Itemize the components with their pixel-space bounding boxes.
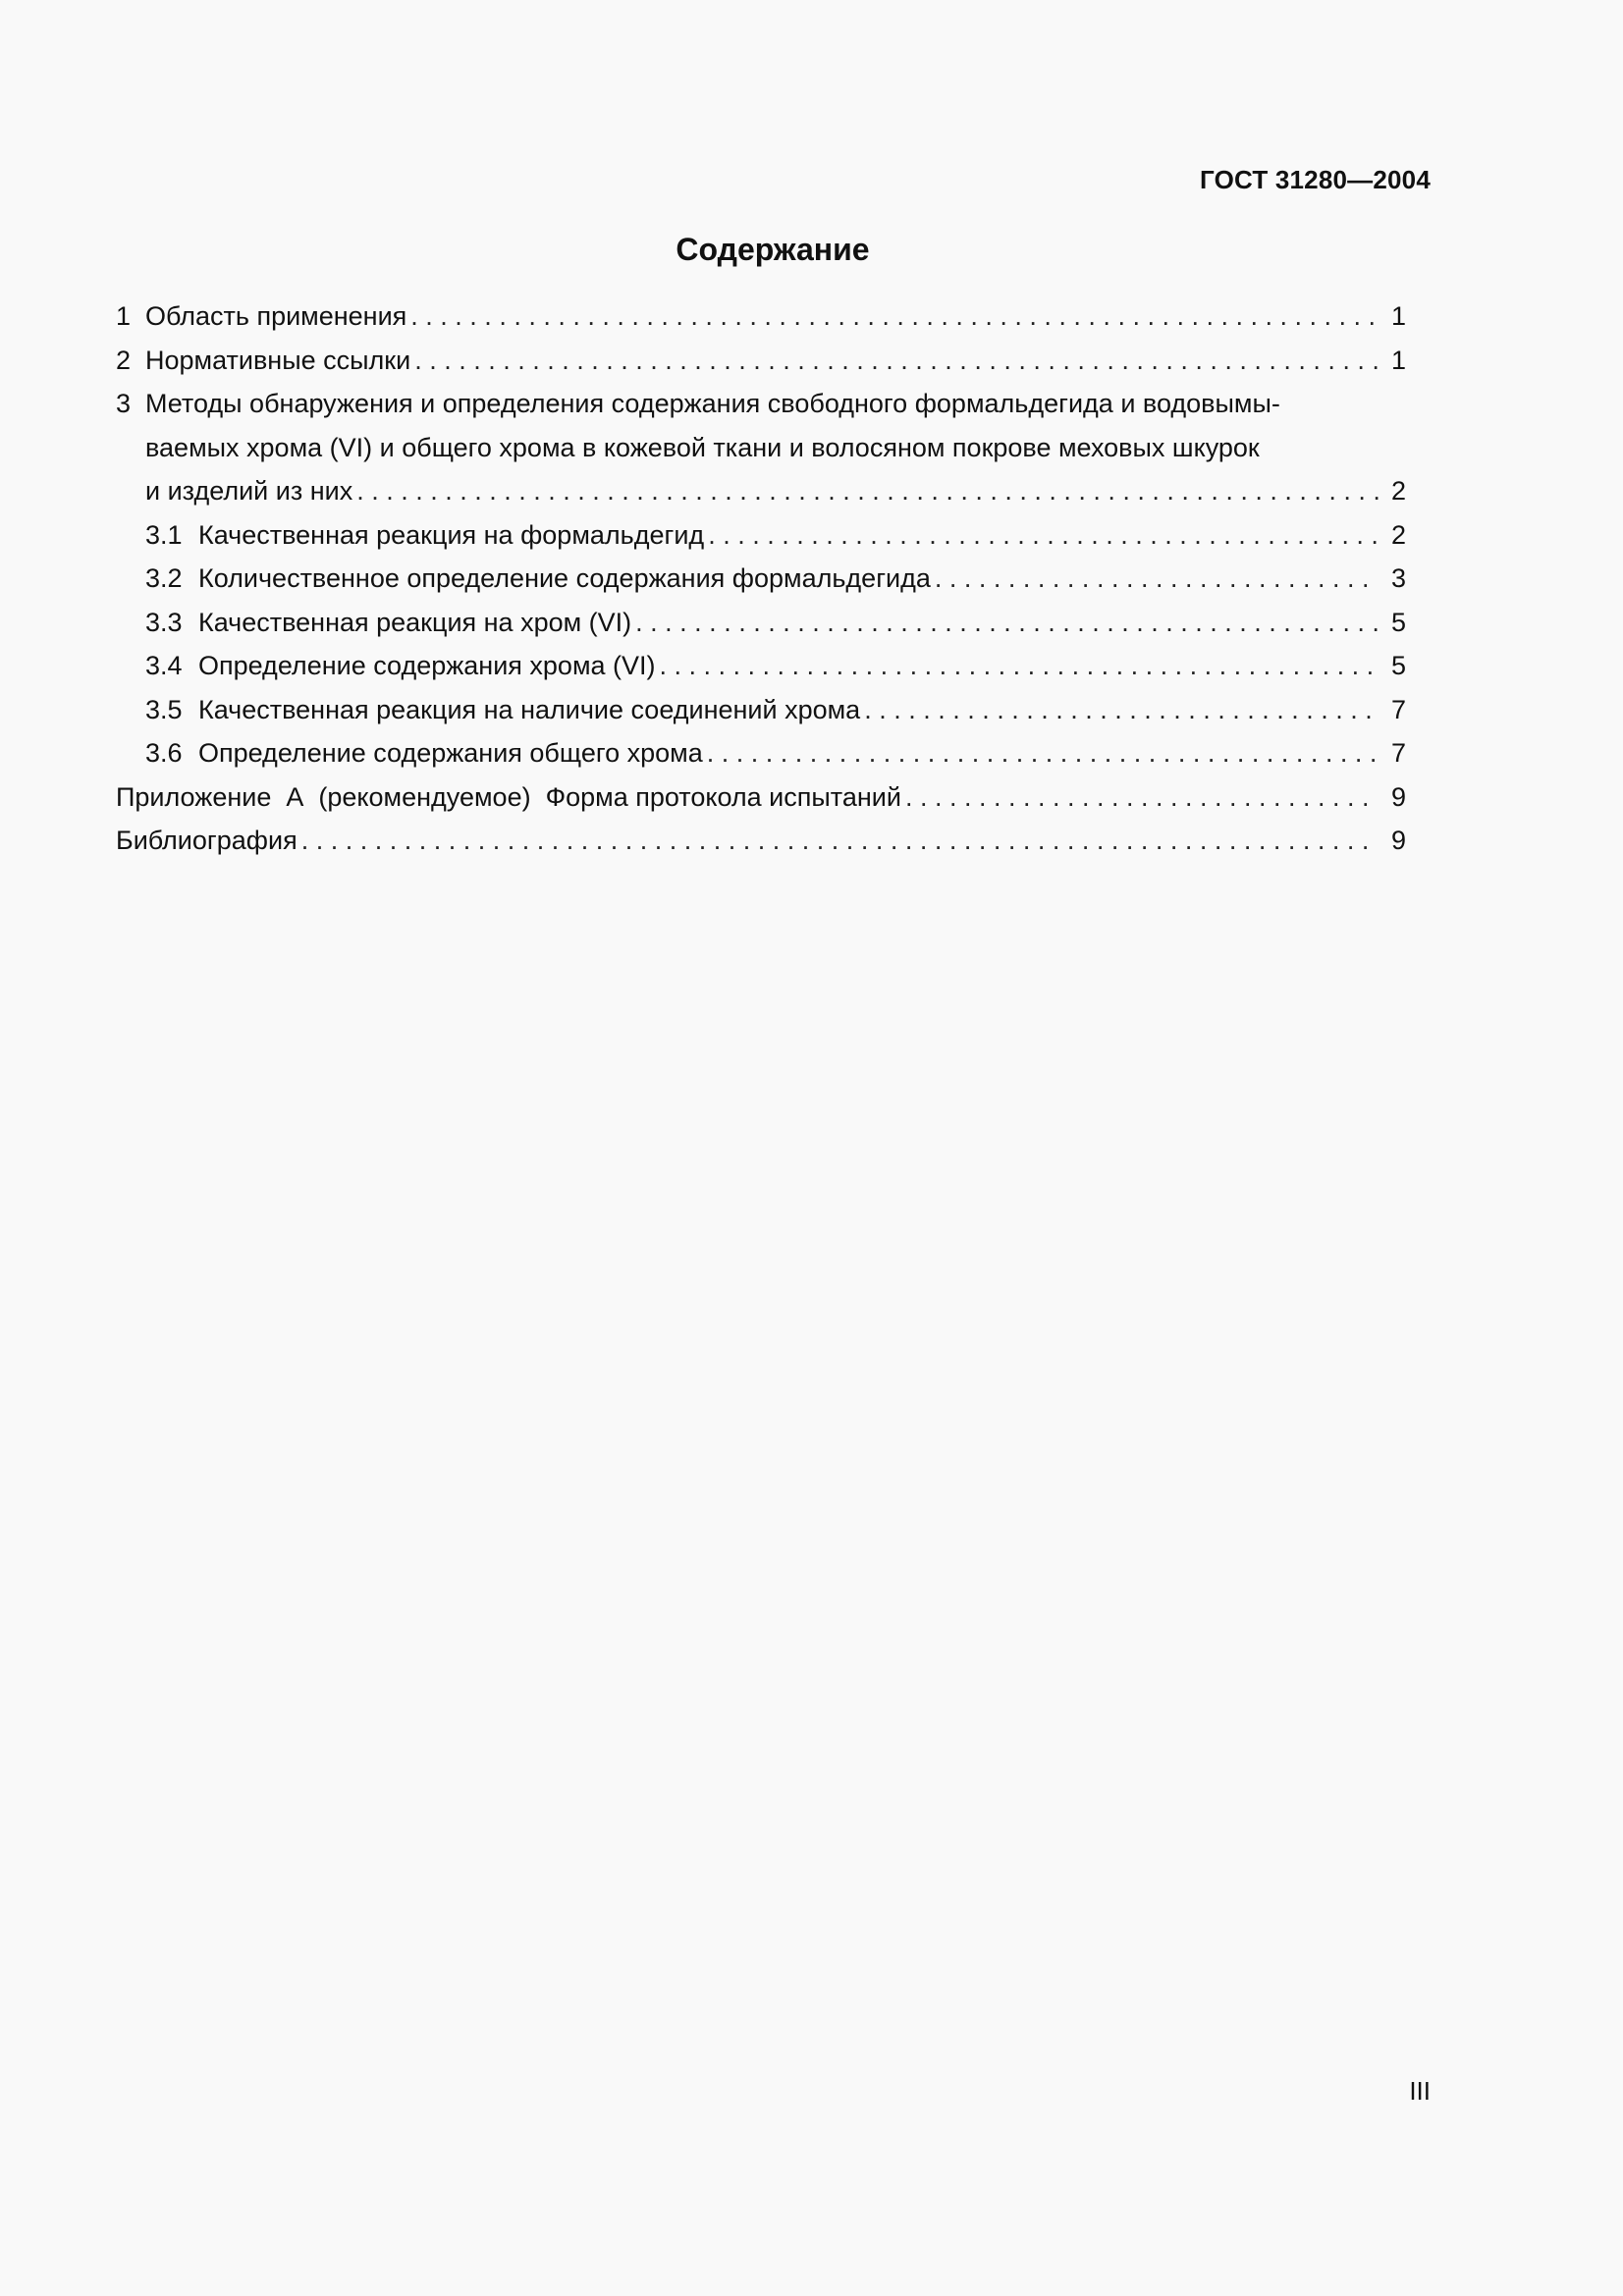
dot-leader bbox=[356, 469, 1379, 513]
dot-leader bbox=[864, 688, 1379, 732]
toc-entry-page: 9 bbox=[1390, 826, 1406, 855]
toc-entry-appendix-a[interactable] bbox=[116, 775, 1406, 820]
toc-entry-3-continued[interactable] bbox=[116, 426, 1406, 470]
toc-entry-page: 1 bbox=[1390, 345, 1406, 375]
toc-entry-3-4[interactable] bbox=[116, 644, 1406, 688]
toc-entry-page: 2 bbox=[1390, 476, 1406, 506]
toc-entry-title: Количественное определение содержания формальдегида bbox=[198, 563, 931, 593]
toc-entry-page: 9 bbox=[1390, 781, 1406, 812]
toc-entry-number: 3.1 bbox=[145, 519, 183, 550]
toc-entry-title: Определение содержания хрома (VI) bbox=[198, 651, 656, 680]
toc-entry-3[interactable] bbox=[116, 382, 1406, 426]
toc-entry-number: 3 bbox=[116, 389, 132, 418]
toc-entry-title: Приложение А (рекомендуемое) Форма протокола испытаний bbox=[116, 781, 901, 812]
dot-leader bbox=[414, 339, 1379, 383]
toc-entry-1[interactable] bbox=[116, 294, 1406, 339]
toc-entry-title-line1: Методы обнаружения и определения содержания свободного формальдегида и водовымы- bbox=[145, 389, 1280, 418]
toc-entry-title-line3: и изделий из них bbox=[145, 476, 353, 506]
toc-entry-3-3[interactable] bbox=[116, 601, 1406, 645]
toc-entry-page: 3 bbox=[1390, 563, 1406, 593]
table-of-contents bbox=[116, 294, 1406, 863]
toc-entry-page: 5 bbox=[1390, 651, 1406, 680]
toc-entry-title: Качественная реакция на формальдегид bbox=[198, 519, 705, 550]
toc-entry-number: 1 bbox=[116, 301, 132, 331]
toc-entry-number: 2 bbox=[116, 345, 132, 375]
toc-entry-number: 3.6 bbox=[145, 738, 183, 768]
toc-entry-3-5[interactable] bbox=[116, 688, 1406, 732]
document-code: ГОСТ 31280—2004 bbox=[1200, 165, 1431, 194]
dot-leader bbox=[301, 819, 1379, 863]
dot-leader bbox=[935, 557, 1379, 601]
toc-entry-page: 7 bbox=[1390, 738, 1406, 768]
toc-entry-page: 1 bbox=[1390, 301, 1406, 331]
toc-entry-title: Библиография bbox=[116, 826, 298, 855]
toc-entry-bibliography[interactable] bbox=[116, 819, 1406, 863]
toc-entry-3-6[interactable] bbox=[116, 731, 1406, 775]
dot-leader bbox=[707, 731, 1379, 775]
toc-entry-page: 7 bbox=[1390, 694, 1406, 724]
toc-entry-page: 5 bbox=[1390, 607, 1406, 637]
toc-entry-3-2[interactable] bbox=[116, 557, 1406, 601]
toc-entry-number: 3.5 bbox=[145, 694, 183, 724]
toc-entry-title: Качественная реакция на хром (VI) bbox=[198, 607, 632, 637]
dot-leader bbox=[635, 601, 1379, 645]
toc-entry-title: Определение содержания общего хрома bbox=[198, 738, 703, 768]
toc-entry-3-1[interactable] bbox=[116, 513, 1406, 558]
page-title: Содержание bbox=[676, 232, 870, 267]
toc-entry-number: 3.2 bbox=[145, 563, 183, 593]
toc-entry-title: Нормативные ссылки bbox=[145, 345, 411, 375]
dot-leader bbox=[905, 775, 1379, 820]
page-number: III bbox=[1409, 2076, 1431, 2106]
dot-leader bbox=[660, 644, 1379, 688]
toc-entry-2[interactable] bbox=[116, 339, 1406, 383]
dot-leader bbox=[410, 294, 1379, 339]
toc-entry-3-continued[interactable] bbox=[116, 469, 1406, 513]
toc-entry-number: 3.3 bbox=[145, 607, 183, 637]
toc-entry-number: 3.4 bbox=[145, 651, 183, 680]
toc-entry-title-line2: ваемых хрома (VI) и общего хрома в кожевой ткани и волосяном покрове меховых шкурок bbox=[145, 432, 1260, 462]
toc-entry-title: Качественная реакция на наличие соединений хрома bbox=[198, 694, 861, 724]
dot-leader bbox=[708, 513, 1379, 558]
toc-entry-title: Область применения bbox=[145, 301, 407, 331]
toc-entry-page: 2 bbox=[1390, 519, 1406, 550]
